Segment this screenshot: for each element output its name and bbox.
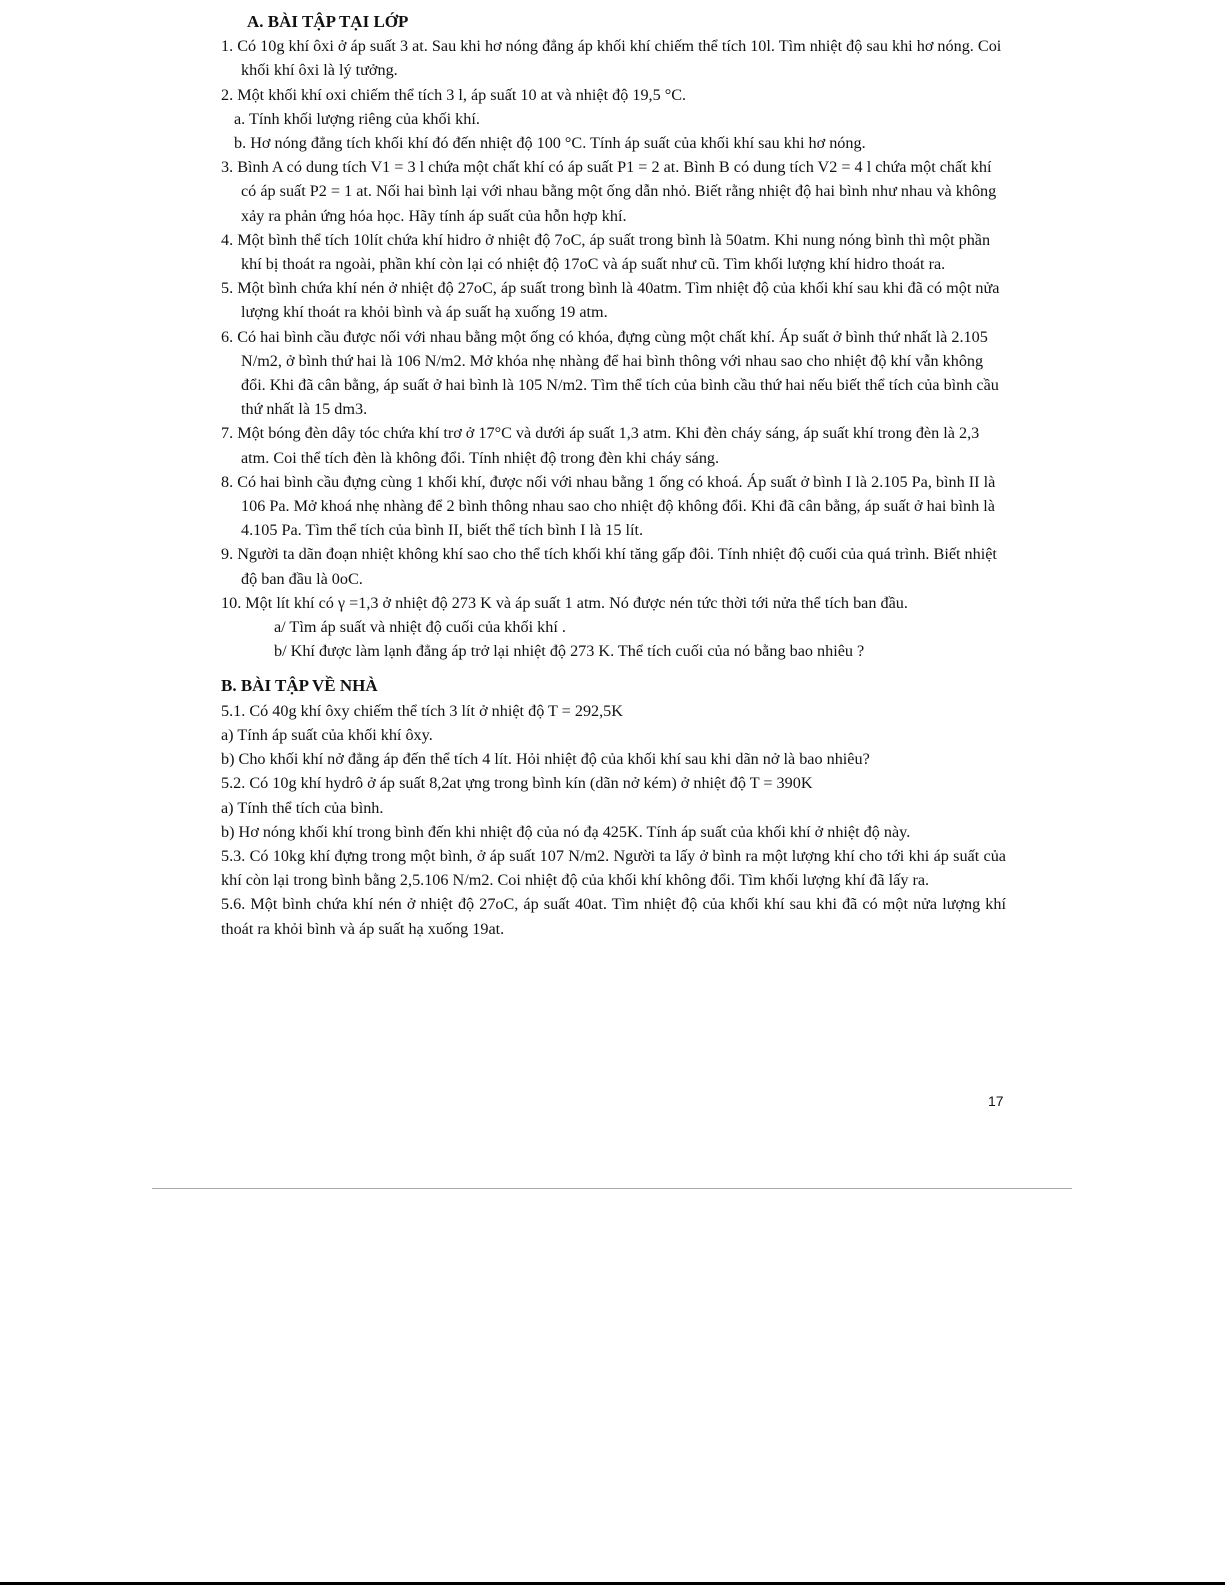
exercise-2: 2. Một khối khí oxi chiếm thể tích 3 l, áp suất 10 at và nhiệt độ 19,5 °C. <box>221 85 687 104</box>
exercise-6: 6. Có hai bình cầu được nối với nhau bằng một ống có khóa, đựng cùng một chất khí. Áp suất ở bình thứ nhất là 2.105 N/m2, ở bình thứ hai là 106 N/m2. Mở khóa nhẹ nhàng để hai bình thông với nhau sao cho nhiệt độ khí vẫn không đổi. Khi đã cân bằng, áp suất ở hai bình là 105 N/m2. Tìm thể tích của bình cầu thứ hai nếu biết thể tích của bình cầu thứ nhất là 15 dm3. <box>221 327 999 419</box>
exercise-3: 3. Bình A có dung tích V1 = 3 l chứa một chất khí có áp suất P1 = 2 at. Bình B có dung tích V2 = 4 l chứa một chất khí có áp suất P2 = 1 at. Nối hai bình lại với nhau bằng một ống dẫn nhỏ. Biết rằng nhiệt độ hai bình như nhau và không xảy ra phản ứng hóa học. Hãy tính áp suất của hỗn hợp khí. <box>221 158 997 225</box>
page-content <box>221 10 1006 941</box>
homework-5-2: 5.2. Có 10g khí hydrô ở áp suất 8,2at ựng trong bình kín (dãn nở kém) ở nhiệt độ T = 390K <box>221 774 813 793</box>
page-number: 17 <box>988 1093 1004 1109</box>
exercise-4: 4. Một bình thể tích 10lít chứa khí hidro ở nhiệt độ 7oC, áp suất trong bình là 50atm. Khi nung nóng bình thì một phần khí bị thoát ra ngoài, phần khí còn lại có nhiệt độ 17oC và áp suất như cũ. Tìm khối lượng khí hidro thoát ra. <box>221 230 991 274</box>
homework-5-1: 5.1. Có 40g khí ôxy chiếm thể tích 3 lít ở nhiệt độ T = 292,5K <box>221 701 623 720</box>
homework-5-1a: a) Tính áp suất của khối khí ôxy. <box>221 725 433 744</box>
exercise-9: 9. Người ta dãn đoạn nhiệt không khí sao cho thể tích khối khí tăng gấp đôi. Tính nhiệt độ cuối của quá trình. Biết nhiệt độ ban đầu là 0oC. <box>221 545 997 588</box>
homework-5-2b: b) Hơ nóng khối khí trong bình đến khi nhiệt độ của nó đạ 425K. Tính áp suất của khối khí ở nhiệt độ này. <box>221 822 911 841</box>
homework-5-1b: b) Cho khối khí nở đẳng áp đến thể tích 4 lít. Hỏi nhiệt độ của khối khí sau khi dãn nở là bao nhiêu? <box>221 750 870 769</box>
exercise-10b: b/ Khí được làm lạnh đẳng áp trở lại nhiệt độ 273 K. Thể tích cuối của nó bằng bao nhiêu ? <box>274 642 865 661</box>
exercise-10: 10. Một lít khí có γ =1,3 ở nhiệt độ 273 K và áp suất 1 atm. Nó được nén tức thời tới nửa thể tích ban đầu. <box>221 593 908 612</box>
exercise-7: 7. Một bóng đèn dây tóc chứa khí trơ ở 17°C và dưới áp suất 1,3 atm. Khi đèn cháy sáng, áp suất khí trong đèn là 2,3 atm. Coi thể tích đèn là không đổi. Tính nhiệt độ trong đèn khi cháy sáng. <box>221 424 980 467</box>
exercise-1: 1. Có 10g khí ôxi ở áp suất 3 at. Sau khi hơ nóng đẳng áp khối khí chiếm thể tích 10l. Tìm nhiệt độ sau khi hơ nóng. Coi khối khí ôxi là lý tưởng. <box>221 37 1002 80</box>
homework-5-3: 5.3. Có 10kg khí đựng trong một bình, ở áp suất 107 N/m2. Người ta lấy ở bình ra một lượng khí cho tới khi áp suất của khí còn lại trong bình bằng 2,5.106 N/m2. Coi nhiệt độ của khối khí không đổi. Tìm khối lượng khí đã lấy ra. <box>221 846 1006 890</box>
exercise-2b: b. Hơ nóng đẳng tích khối khí đó đến nhiệt độ 100 °C. Tính áp suất của khối khí sau khi hơ nóng. <box>234 134 866 153</box>
page-break-divider <box>152 1188 1072 1189</box>
section-b-title: B. BÀI TẬP VỀ NHÀ <box>221 676 378 696</box>
exercise-8: 8. Có hai bình cầu đựng cùng 1 khối khí, được nối với nhau bằng 1 ống có khoá. Áp suất ở bình I là 2.105 Pa, bình II là 106 Pa. Mở khoá nhẹ nhàng để 2 bình thông nhau sao cho nhiệt độ không đổi. Khi đã cân bằng, áp suất ở hai bình là 4.105 Pa. Tìm thể tích của bình II, biết thể tích bình I là 15 lít. <box>221 472 996 540</box>
homework-5-2a: a) Tính thể tích của bình. <box>221 798 384 817</box>
exercise-5: 5. Một bình chứa khí nén ở nhiệt độ 27oC, áp suất trong bình là 40atm. Tìm nhiệt độ của khối khí sau khi đã có một nửa lượng khí thoát ra khỏi bình và áp suất hạ xuống 19 atm. <box>221 279 1000 322</box>
exercise-2a: a. Tính khối lượng riêng của khối khí. <box>234 109 480 128</box>
exercise-10a: a/ Tìm áp suất và nhiệt độ cuối của khối khí . <box>274 618 566 637</box>
section-a-title: A. BÀI TẬP TẠI LỚP <box>247 12 409 31</box>
homework-5-6: 5.6. Một bình chứa khí nén ở nhiệt độ 27oC, áp suất 40at. Tìm nhiệt độ của khối khí sau khi đã có một nửa lượng khí thoát ra khỏi bình và áp suất hạ xuống 19at. <box>221 895 1006 938</box>
